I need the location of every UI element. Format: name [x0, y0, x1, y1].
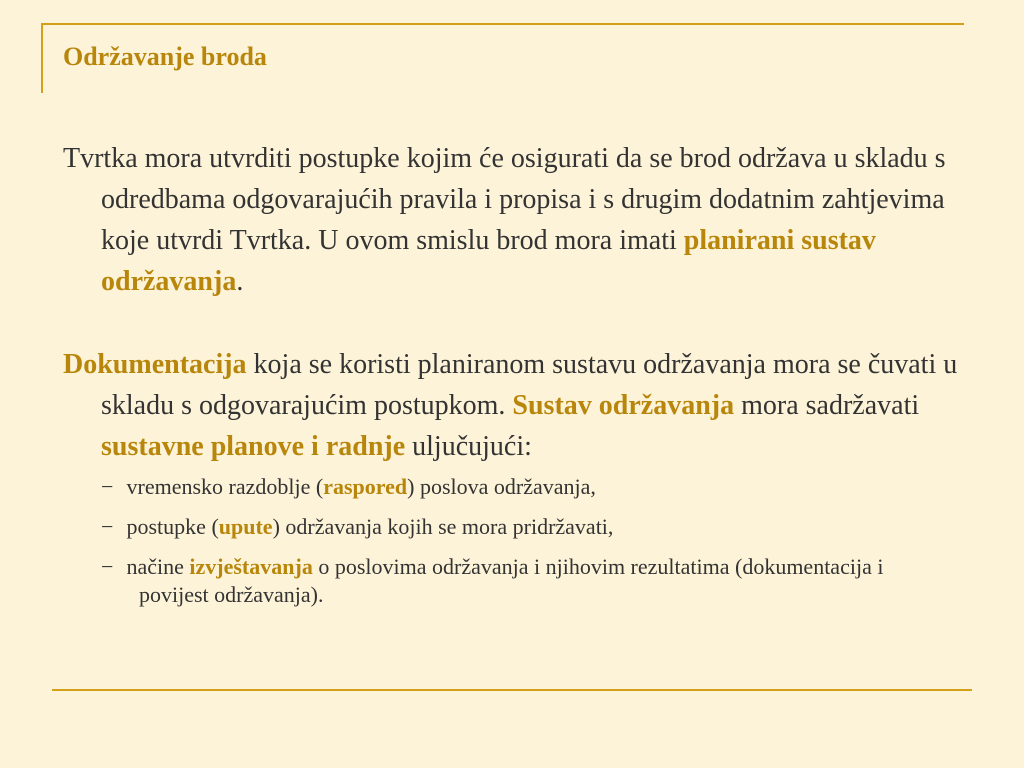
list-item-schedule: [63, 473, 963, 501]
emphasis-planned-maintenance-system: planirani sustav održavanja: [101, 225, 876, 297]
title-top-rule: [41, 23, 964, 25]
paragraph-procedures-text: Tvrtka mora utvrditi postupke kojim će osigurati da se brod održava u skladu s odredbama odgovarajućih pravila i propisa i s drugim dodatnim zahtjevima koje utvrdi Tvrtka. U ovom smislu brod mora imati: [63, 143, 946, 256]
list-item-text: o poslovima održavanja i njihovim rezultatima (dokumentacija i povijest održavanja).: [139, 554, 884, 607]
dash-bullet-icon: −: [101, 514, 114, 539]
emphasis-documentation: Dokumentacija: [63, 349, 247, 380]
emphasis-instructions: upute: [218, 514, 273, 539]
list-item-text: vremensko razdoblje (: [121, 474, 324, 499]
maintenance-items-list: [63, 473, 963, 609]
emphasis-maintenance-system: Sustav održavanja: [512, 390, 735, 421]
dash-bullet-icon: −: [101, 554, 114, 579]
emphasis-systematic-plans: sustavne planove i radnje: [101, 431, 406, 462]
list-item-text: načine: [121, 554, 190, 579]
bottom-rule: [52, 689, 972, 691]
list-item-text: postupke (: [121, 514, 219, 539]
title-left-rule: [41, 23, 43, 93]
list-item-text: ) poslova održavanja,: [407, 474, 596, 499]
dash-bullet-icon: −: [101, 474, 114, 499]
paragraph-documentation-text1: koja se koristi planiranom sustavu održavanja mora se čuvati u skladu s odgovarajućim postupkom.: [101, 349, 958, 421]
slide-content: [63, 138, 963, 621]
list-item-instructions: [63, 513, 963, 541]
emphasis-reporting: izvještavanja: [189, 554, 313, 579]
list-item-reporting: [63, 553, 963, 609]
emphasis-schedule: raspored: [323, 474, 408, 499]
paragraph-procedures: [63, 138, 963, 302]
paragraph-documentation: [63, 344, 963, 467]
paragraph-documentation-text2: mora sadržavati: [734, 390, 920, 421]
slide-title: Održavanje broda: [63, 42, 267, 71]
list-item-text: ) održavanja kojih se mora pridržavati,: [272, 514, 614, 539]
paragraph-procedures-end: .: [236, 266, 244, 297]
paragraph-documentation-text3: uljučujući:: [405, 431, 532, 462]
